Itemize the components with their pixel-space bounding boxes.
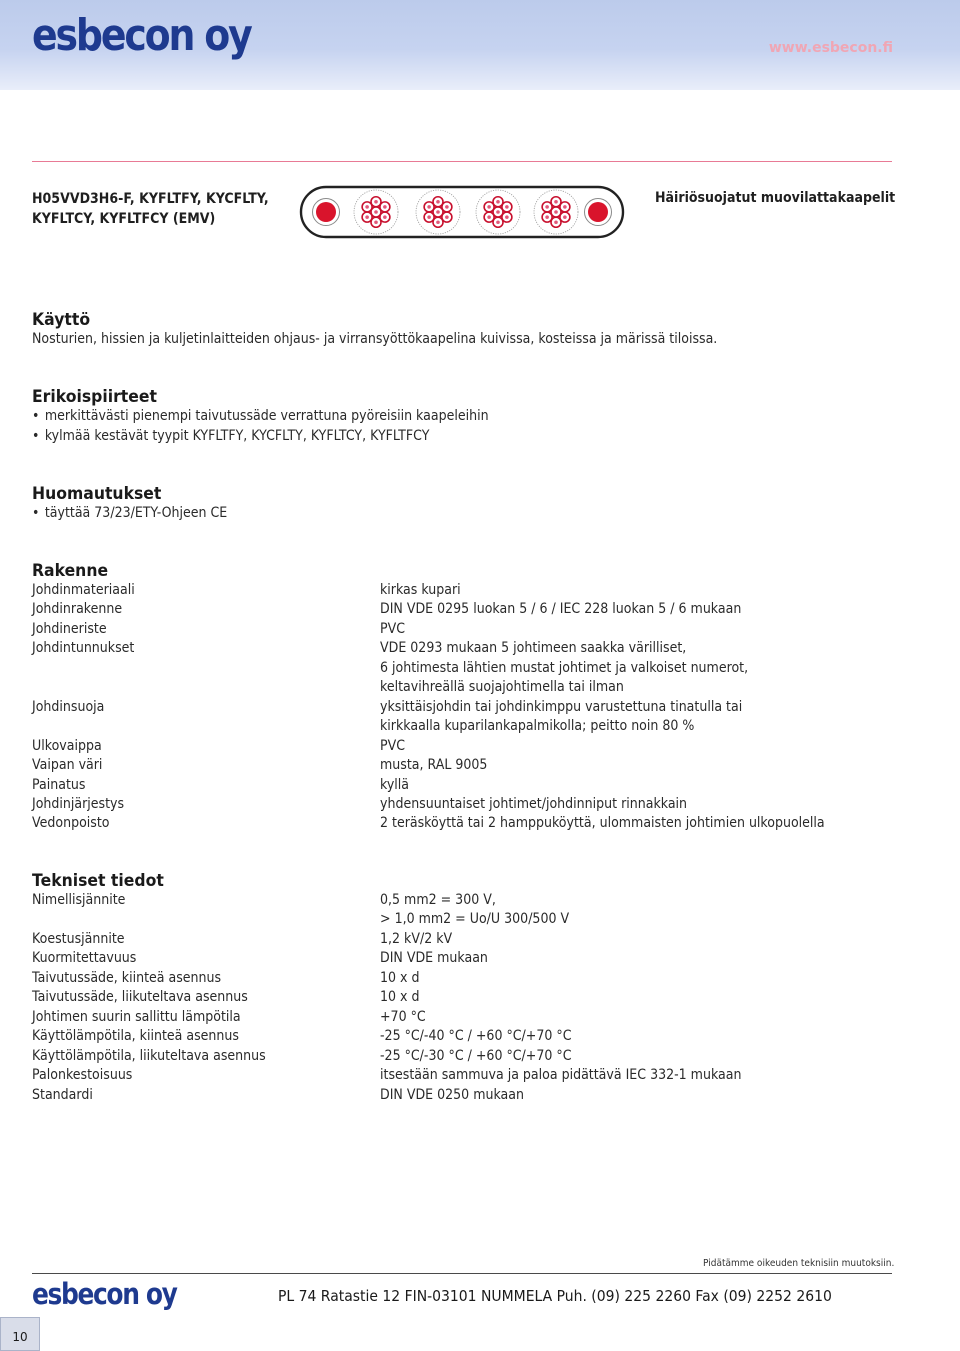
construction-row [32,601,912,621]
technical-row-value: 10 x d [380,989,420,1006]
construction-row-label: Johdintunnukset [32,640,135,657]
technical-row-value: -25 °C/-30 °C / +60 °C/+70 °C [380,1047,572,1064]
construction-row-value: musta, RAL 9005 [380,757,488,774]
note-item: • täyttää 73/23/ETY-Ohjeen CE [32,505,227,521]
technical-row [32,931,912,951]
construction-row-label: Johdinjärjestys [32,795,125,812]
technical-row-value: DIN VDE mukaan [380,950,488,967]
construction-row-value: 6 johtimesta lähtien mustat johtimet ja valkoiset numerot, [380,659,749,676]
construction-row-label: Painatus [32,776,86,793]
construction-row-value: keltavihreällä suojajohtimella tai ilman [380,679,624,696]
technical-row-value: DIN VDE 0250 mukaan [380,1086,524,1103]
construction-row-label: Vaipan väri [32,757,103,774]
use-description: Nosturien, hissien ja kuljetinlaitteiden ohjaus- ja virransyöttökaapelina kuivissa, kosteissa ja märissä tiloissa. [32,331,718,347]
feature-item: • merkittävästi pienempi taivutussäde verrattuna pyöreisiin kaapeleihin [32,408,489,424]
construction-row [32,640,912,660]
product-codes-line-1: H05VVD3H6-F, KYFLTFY, KYCFLTY, [32,191,269,207]
technical-row-label: Koestusjännite [32,930,125,947]
technical-row-label: Johtimen suurin sallittu lämpötila [32,1008,241,1025]
footer-disclaimer: Pidätämme oikeuden teknisiin muutoksiin. [703,1258,895,1269]
construction-row [32,699,912,719]
construction-row-label: Johdinsuoja [32,698,105,715]
section-title-construction: Rakenne [32,561,109,581]
construction-row-value: kirkas kupari [380,582,461,598]
construction-row [32,757,912,777]
header-divider [32,161,892,162]
technical-row-label: Kuormitettavuus [32,950,137,967]
technical-row [32,1009,912,1029]
technical-row [32,989,912,1009]
technical-row-label: Palonkestoisuus [32,1067,133,1084]
construction-row [32,777,912,797]
construction-row [32,796,912,816]
technical-row [32,1048,912,1068]
construction-row-value: PVC [380,737,406,754]
technical-row-label: Nimellisjännite [32,892,126,908]
construction-row-value: VDE 0293 mukaan 5 johtimeen saakka värilliset, [380,640,687,657]
construction-row-value: kirkkaalla kuparilankapalmikolla; peitto noin 80 % [380,718,695,735]
page-number: 10 [12,1330,28,1344]
product-codes [32,189,269,229]
construction-row [32,582,912,602]
construction-row-label: Ulkovaippa [32,737,102,754]
construction-row-value: PVC [380,620,406,637]
construction-row [32,718,912,738]
technical-row [32,1067,912,1087]
technical-row-value: 1,2 kV/2 kV [380,930,453,947]
technical-row-label: Taivutussäde, kiinteä asennus [32,969,222,986]
technical-row-value: 0,5 mm2 = 300 V, [380,892,496,908]
section-title-notes: Huomautukset [32,484,162,504]
construction-row-label: Johdinmateriaali [32,582,135,598]
construction-row-label: Johdinrakenne [32,601,123,618]
technical-row-label: Taivutussäde, liikuteltava asennus [32,989,248,1006]
product-codes-line-2: KYFLTCY, KYFLTFCY (EMV) [32,211,216,227]
technical-row [32,892,912,912]
construction-row [32,679,912,699]
feature-item: • kylmää kestävät tyypit KYFLTFY, KYCFLTY, KYFLTCY, KYFLTFCY [32,428,429,444]
construction-row [32,815,912,835]
construction-row-value: 2 teräsköyttä tai 2 hamppuköyttä, ulommaisten johtimien ulkopuolella [380,815,825,832]
construction-row-value: kyllä [380,776,410,793]
section-title-use: Käyttö [32,310,91,330]
construction-row-label: Vedonpoisto [32,815,110,832]
technical-row [32,1087,912,1107]
footer-divider [32,1273,892,1274]
technical-row-label: Standardi [32,1086,93,1103]
construction-row [32,621,912,641]
footer-contact: PL 74 Ratastie 12 FIN-03101 NUMMELA Puh. (09) 225 2260 Fax (09) 2252 2610 [278,1287,832,1305]
website-link[interactable]: www.esbecon.fi [768,40,893,56]
section-title-technical: Tekniset tiedot [32,871,164,891]
technical-row-value: 10 x d [380,969,420,986]
construction-row-value: DIN VDE 0295 luokan 5 / 6 / IEC 228 luokan 5 / 6 mukaan [380,601,742,618]
construction-row-label: Johdineriste [32,620,107,637]
construction-row-value: yksittäisjohdin tai johdinkimppu varustettuna tinatulla tai [380,698,743,715]
construction-row [32,660,912,680]
technical-row-value: +70 °C [380,1008,426,1025]
technical-row-value: itsestään sammuva ja paloa pidättävä IEC 332-1 mukaan [380,1067,742,1084]
flat-cable-icon [298,183,628,243]
technical-row-label: Käyttölämpötila, kiinteä asennus [32,1028,239,1045]
technical-row [32,950,912,970]
technical-row-label: Käyttölämpötila, liikuteltava asennus [32,1047,266,1064]
technical-row-value: > 1,0 mm2 = Uo/U 300/500 V [380,911,570,928]
product-title: Häiriösuojatut muovilattakaapelit [655,190,896,206]
technical-row [32,911,912,931]
company-logo: esbecon oy [32,10,251,61]
technical-row [32,970,912,990]
construction-row-value: yhdensuuntaiset johtimet/johdinniput rinnakkain [380,795,688,812]
footer-logo: esbecon oy [32,1277,177,1311]
section-title-features: Erikoispiirteet [32,387,157,407]
technical-row [32,1028,912,1048]
construction-row [32,738,912,758]
technical-row-value: -25 °C/-40 °C / +60 °C/+70 °C [380,1028,572,1045]
